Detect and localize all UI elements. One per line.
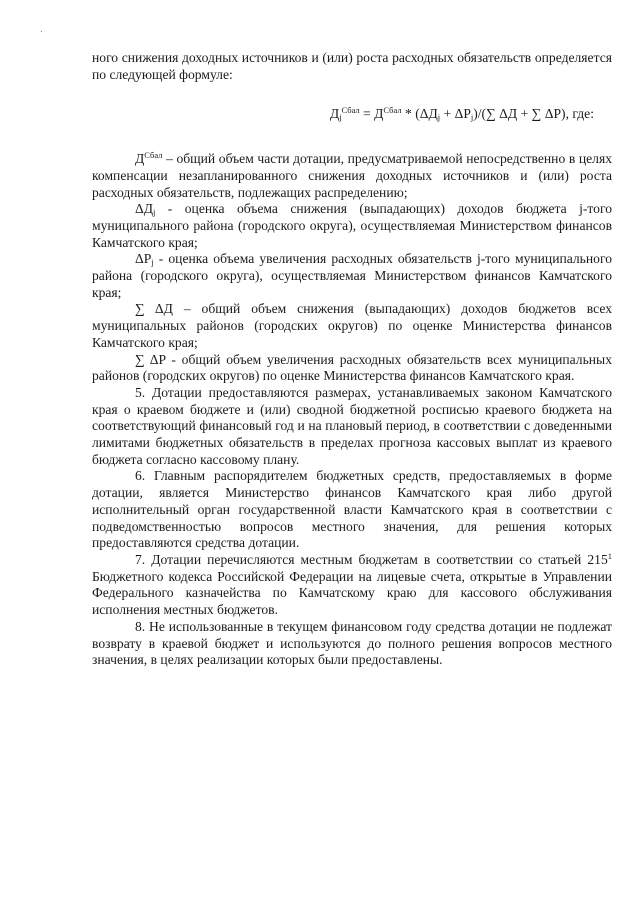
definition-symbol: ∑ ΔД	[135, 301, 173, 317]
intro-paragraph: ного снижения доходных источников и (или) роста расходных обязательств определяется по следующей формуле:	[92, 50, 612, 82]
paragraph-5: 5. Дотации предоставляются размерах, устанавливаемых законом Камчатского края о краевом бюджете и (или) сводной бюджетной росписью краевого бюджета на соответствующий финансовый год и на плановый период, в соответствии с доведенными лимитами бюджетных обязательств в пределах прогноза кассовых выплат из краевого бюджета согласно кассовому плану.	[92, 384, 612, 467]
definition-symbol: ΔP	[135, 251, 152, 267]
paragraph-7-text: 7. Дотации перечисляются местным бюджетам в соответствии со статьей 215	[135, 551, 608, 567]
paragraph-8: 8. Не использованные в текущем финансовом году средства дотации не подлежат возврату в краевой бюджет и используются до полного решения вопросов местного значения, в целях реализации которых были предоставлены.	[92, 618, 612, 668]
formula-sub: j	[437, 112, 441, 123]
formula-sub: j	[470, 112, 474, 123]
article-superscript: 1	[607, 550, 612, 561]
paragraph-7-text: Бюджетного кодекса Российской Федерации на лицевые счета, открытые в Управлении Федерального казначейства по Камчатскому краю для кассового обслуживания исполнения местных бюджетов.	[92, 568, 612, 618]
formula-lhs: Д	[329, 106, 340, 122]
paragraph-6: 6. Главным распорядителем бюджетных средств, предоставляемых в форме дотации, является Министерство финансов Камчатского края либо другой исполнительный орган государственной власти Камчатского края в соответствии с подведомственностью вопросов местного значения, для решения которых предоставляются средства дотации.	[92, 468, 612, 551]
definition-sub: j	[151, 257, 154, 268]
definition-symbol: Д	[135, 151, 145, 167]
definition-item	[92, 352, 612, 385]
definition-symbol: ∑ ΔP	[135, 351, 166, 367]
definition-item	[92, 251, 612, 301]
definition-symbol: ΔД	[135, 201, 154, 217]
formula-lhs-sup: Сбал	[341, 105, 360, 116]
formula-eq: = Д	[359, 106, 384, 122]
definition-item	[92, 301, 612, 351]
definition-item	[92, 201, 612, 251]
definition-text: - общий объем увеличения расходных обязательств всех муниципальных районов (городских округов) по оценке Министерства финансов Камчатского края.	[92, 351, 612, 384]
paragraph-7	[92, 552, 612, 619]
definition-text: - оценка объема снижения (выпадающих) доходов бюджета j-того муниципального района (городского округа), осуществляемая Министерством финансов Камчатского края;	[92, 201, 612, 250]
definition-item	[92, 151, 612, 201]
document-body	[92, 50, 612, 669]
formula-rhs-sup: Сбал	[383, 105, 402, 116]
definition-sub: j	[153, 207, 156, 218]
formula-part: + ΔP	[440, 106, 471, 122]
formula-lhs-sub: j	[339, 112, 342, 123]
scan-mark	[41, 31, 42, 32]
formula-part: * (ΔД	[401, 106, 438, 122]
definition-text: – общий объем части дотации, предусматриваемой непосредственно в целях компенсации незапланированного снижения доходных источников и (или) роста расходных обязательств, подлежащих распределению;	[92, 151, 612, 200]
definition-text: – общий объем снижения (выпадающих) доходов бюджетов всех муниципальных районов (городских округов) по оценке Министерства финансов Камчатского края;	[92, 301, 612, 350]
definition-text: - оценка объема увеличения расходных обязательств j-того муниципального района (городского округа), осуществляемая Министерством финансов Камчатского края;	[92, 251, 612, 300]
formula-part: )/(∑ ΔД + ∑ ΔP), где:	[473, 106, 594, 122]
definition-sup: Сбал	[144, 150, 163, 161]
formula	[92, 106, 594, 123]
